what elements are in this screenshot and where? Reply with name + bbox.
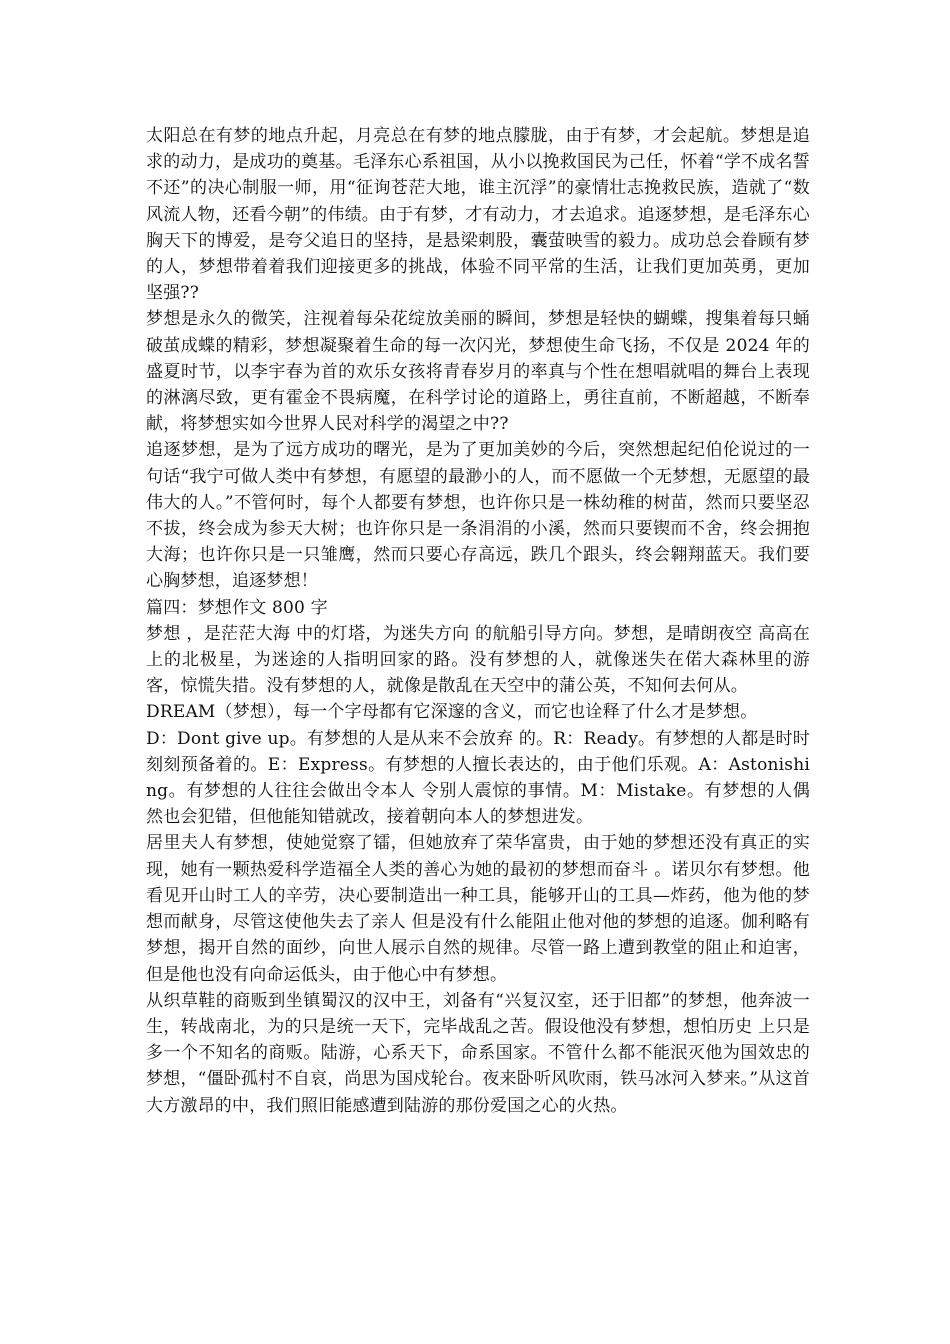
paragraph-historical-figures: 从织草鞋的商贩到坐镇蜀汉的汉中王，刘备有“兴复汉室，还于旧都”的梦想，他奔波一生，转战南北，为的只是统一天下，完毕战乱之苦。假设他没有梦想，想怕历史 上只是多一个不知名的商贩。陆游，心系天下，命系国家。不管什么都不能泯灭他为国效忠的梦想，“僵卧孤村不自哀，尚思为国戍轮台。夜来卧听风吹雨，铁马冰河入梦来。”从这首大方激昂的中，我们照旧能感遭到陆游的那份爱国之心的火热。 xyxy=(146,990,810,1116)
paragraph-scientists: 居里夫人有梦想，使她觉察了镭，但她放弃了荣华富贵，由于她的梦想还没有真正的实现，她有一颗热爱科学造福全人类的善心为她的最初的梦想而奋斗 。诺贝尔有梦想。他看见开山时工人的辛劳，决心要制造出一种工具，能够开山的工具—炸药，他为他的梦想而献身，尽管这使他失去了亲人 但是没有什么能阻止他对他的梦想的追逐。伽利略有梦想，揭开自然的面纱，向世人展示自然的规律。尽管一路上遭到教堂的阻止和迫害，但是他也没有向命运低头，由于他心中有梦想。 xyxy=(146,833,810,985)
document-body xyxy=(146,123,810,1119)
paragraph-dream-motivation: 太阳总在有梦的地点升起，月亮总在有梦的地点朦胧，由于有梦，才会起航。梦想是追求的动力，是成功的奠基。毛泽东心系祖国，从小以挽救国民为己任，怀着“学不成名誓不还”的决心制服一师，用“征询苍茫大地，谁主沉浮”的豪情壮志挽救民族，造就了“数风流人物，还看今朝”的伟绩。由于有梦，才有动力，才去追求。追逐梦想，是毛泽东心胸天下的博爱，是夸父追日的坚持，是悬梁刺股，囊萤映雪的毅力。成功总会眷顾有梦的人，梦想带着着我们迎接更多的挑战，体验不同平常的生活，让我们更加英勇，更加坚强?? xyxy=(146,126,810,304)
paragraph-dream-smile: 梦想是永久的微笑，注视着每朵花绽放美丽的瞬间，梦想是轻快的蝴蝶，搜集着每只蛹破茧成蝶的精彩，梦想凝聚着生命的每一次闪光，梦想使生命飞扬，不仅是 2024 年的盛夏时节，以李宇春为首的欢乐女孩将青春岁月的率真与个性在想唱就唱的舞台上表现的淋漓尽致，更有霍金不畏病魔，在科学讨论的道路上，勇往直前，不断超越，不断奉献，将梦想实如今世界人民对科学的渴望之中?? xyxy=(146,309,810,435)
paragraph-chasing-dreams: 追逐梦想，是为了远方成功的曙光，是为了更加美妙的今后，突然想起纪伯伦说过的一句话“我宁可做人类中有梦想，有愿望的最渺小的人，而不愿做一个无梦想，无愿望的最伟大的人。”不管何时，每个人都要有梦想，也许你只是一株幼稚的树苗，然而只要坚忍不拔，终会成为参天大树；也许你只是一条涓涓的小溪，然而只要锲而不舍，终会拥抱大海；也许你只是一只雏鹰，然而只要心存高远，跌几个跟头，终会翱翔蓝天。我们要心胸梦想，追逐梦想！ xyxy=(146,440,810,592)
section-heading: 篇四：梦想作文 800 字 xyxy=(146,597,328,618)
paragraph-dream-acronym: DREAM（梦想），每一个字母都有它深邃的含义，而它也诠释了什么才是梦想。 xyxy=(146,702,758,723)
paragraph-dream-lighthouse: 梦想 ，是茫茫大海 中的灯塔，为迷失方向 的航船引导方向。梦想，是晴朗夜空 高高在上的北极星，为迷途的人指明回家的路。没有梦想的人，就像迷失在偌大森林里的游客，惊慌失措。没有梦想的人，就像是散乱在天空中的蒲公英，不知何去何从。 xyxy=(146,623,810,697)
paragraph-dream-letters: D：Dont give up。有梦想的人是从来不会放弃 的。R：Ready。有梦想的人都是时时刻刻预备着的。E：Express。有梦想的人擅长表达的，由于他们乐观。A：Astonishing。有梦想的人往往会做出令本人 令别人震惊的事情。M：Mistake。有梦想的人偶然也会犯错，但他能知错就改，接着朝向本人的梦想进发。 xyxy=(146,728,810,828)
